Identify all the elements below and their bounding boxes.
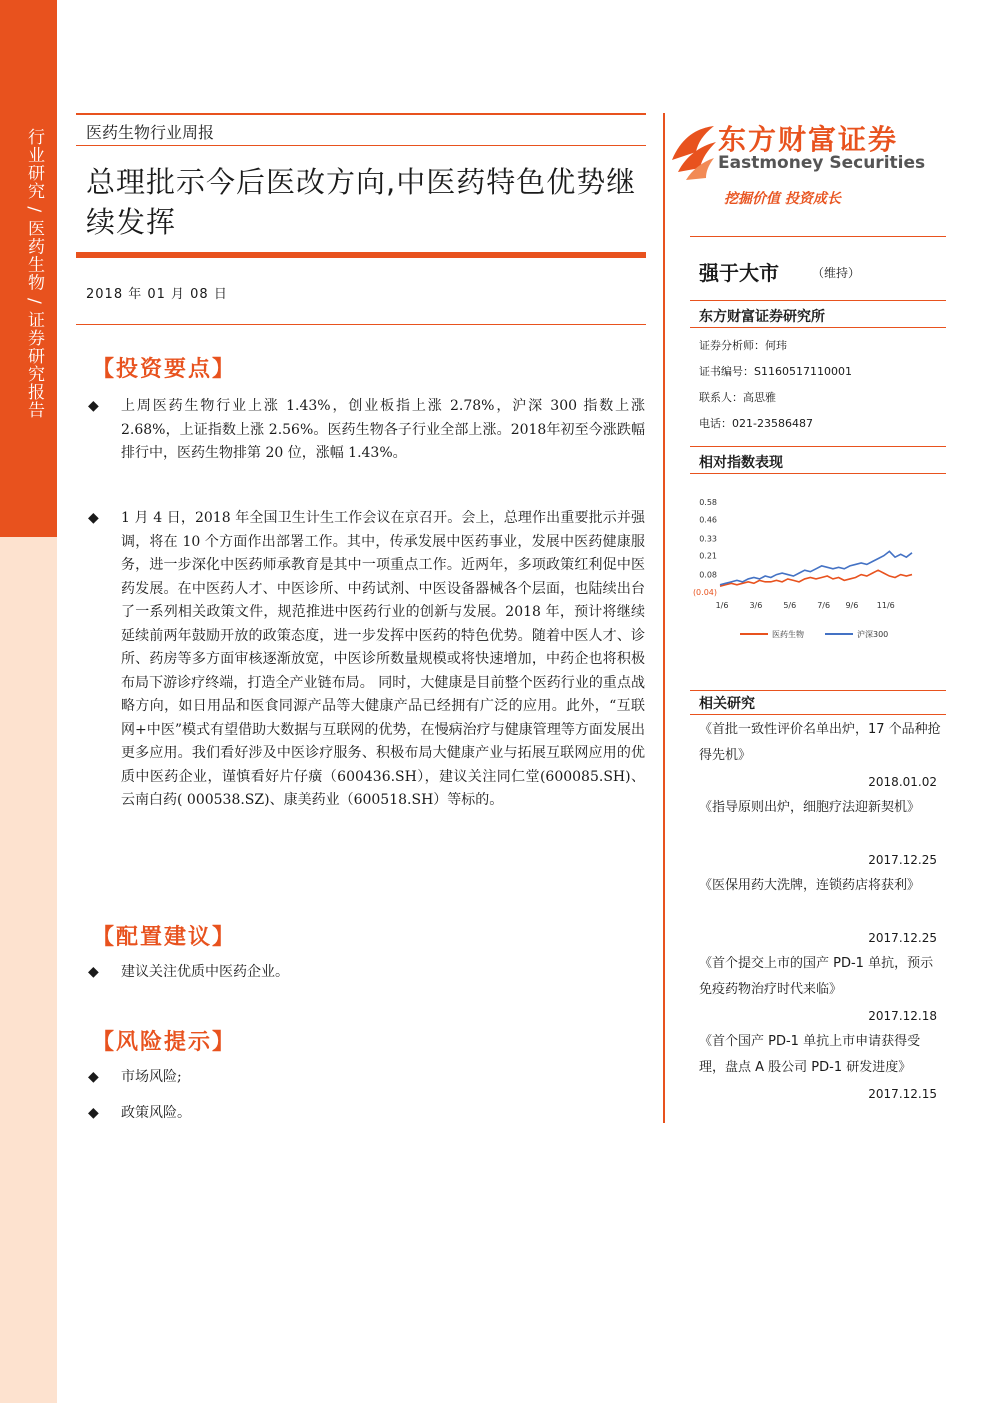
related-item-date: 2017.12.25 xyxy=(868,931,937,945)
bullet-icon: ◆ xyxy=(88,1069,99,1085)
chart-heading: 相对指数表现 xyxy=(699,455,783,471)
y-tick-label: 0.21 xyxy=(699,551,717,561)
y-tick-label: (0.04) xyxy=(692,588,717,597)
x-tick-label: 9/6 xyxy=(845,601,859,610)
related-item-title[interactable]: 《首批一致性评价名单出炉，17 个品种抢得先机》 xyxy=(699,722,941,763)
brand-name-cn: 东方财富证券 xyxy=(718,123,899,156)
section-heading-invest: 【投资要点】 xyxy=(92,357,237,382)
related-item-title[interactable]: 《医保用药大洗牌，连锁药店将获利》 xyxy=(699,878,921,893)
y-tick-label: 0.58 xyxy=(699,498,717,507)
x-tick-label: 5/6 xyxy=(783,601,797,610)
logo-mark-icon xyxy=(672,126,716,180)
y-tick-label: 0.33 xyxy=(699,534,717,544)
bullet-icon: ◆ xyxy=(88,510,99,526)
related-item-title[interactable]: 《指导原则出炉，细胞疗法迎新契机》 xyxy=(699,800,921,815)
y-tick-label: 0.08 xyxy=(699,570,717,580)
y-tick-label: 0.46 xyxy=(699,515,717,525)
page-title: 总理批示今后医改方向,中医药特色优势继续发挥 xyxy=(86,165,637,239)
x-tick-label: 3/6 xyxy=(749,601,763,610)
header-rule xyxy=(76,113,646,115)
analyst-line: 证券分析师：何玮 xyxy=(699,339,787,352)
risk-item-1: 市场风险; xyxy=(121,1069,182,1085)
bullet-icon: ◆ xyxy=(88,1105,99,1121)
section-heading-risk: 【风险提示】 xyxy=(92,1030,237,1055)
bullet-icon: ◆ xyxy=(88,964,99,980)
related-heading: 相关研究 xyxy=(699,696,755,712)
bullet-icon: ◆ xyxy=(88,398,99,414)
allocation-paragraph: 建议关注优质中医药企业。 xyxy=(121,964,289,980)
related-item-date: 2018.01.02 xyxy=(868,775,937,789)
header-divider xyxy=(76,145,646,146)
legend-label: 沪深300 xyxy=(857,630,889,639)
right-rule xyxy=(690,473,946,474)
x-tick-label: 11/6 xyxy=(876,601,895,610)
cert-line: 证书编号：S1160517110001 xyxy=(699,365,852,378)
institute-name: 东方财富证券研究所 xyxy=(699,309,825,325)
risk-item-2: 政策风险。 xyxy=(121,1105,191,1121)
legend-label: 医药生物 xyxy=(772,630,804,639)
title-rule xyxy=(76,252,646,258)
date-rule xyxy=(76,324,646,325)
right-rule xyxy=(690,714,946,715)
report-date: 2018 年 01 月 08 日 xyxy=(86,287,228,302)
rating-status: （维持） xyxy=(812,266,861,280)
brand-name-en: Eastmoney Securities xyxy=(718,153,926,173)
report-type: 医药生物行业周报 xyxy=(86,123,215,142)
x-tick-label: 7/6 xyxy=(817,601,831,610)
side-category-label: 行业研究 / 医药生物 / 证券研究报告 xyxy=(24,128,44,420)
related-item-title[interactable]: 《首个提交上市的国产 PD-1 单抗，预示免疫药物治疗时代来临》 xyxy=(699,956,934,997)
column-divider xyxy=(663,113,665,1123)
related-item-date: 2017.12.25 xyxy=(868,853,937,867)
right-rule xyxy=(690,690,946,691)
right-rule xyxy=(690,446,946,447)
rating-label: 强于大市 xyxy=(699,261,779,285)
phone-line: 电话：021-23586487 xyxy=(699,417,813,430)
invest-paragraph-1: 上周医药生物行业上涨 1.43%，创业板指上涨 2.78%，沪深 300 指数上涨 2.68%，上证指数上涨 2.56%。医药生物各子行业全部上涨。2018年初至今涨跌幅排行中，医药生物排第 20 位，涨幅 1.43%。 xyxy=(121,398,645,461)
brand-slogan: 挖掘价值 投资成长 xyxy=(724,191,841,207)
right-rule xyxy=(690,300,946,301)
invest-paragraph-2: 1 月 4 日，2018 年全国卫生计生工作会议在京召开。会上，总理作出重要批示并强调，将在 10 个方面作出部署工作。其中，传承发展中医药事业，发展中医药健康服务，进一步深化中医药师承教育是其中一项重点工作。近两年，多项政策红利促中医药发展。在中医药人才、中医诊所、中药试剂、中医设备器械各个层面，也陆续出台了一系列相关政策文件，规范推进中医药行业的创新与发展。2018 年，预计将继续延续前两年鼓励开放的政策态度，进一步发挥中医药的特色优势。随着中医人才、诊所、药房等多方面审核逐渐放宽，中医诊所数量规模或将快速增加，中药企也将积极布局下游诊疗终端，打造全产业链布局。 同时，大健康是目前整个医药行业的重点战略方向，如日用品和医食同源产品等大健康产品已经拥有广泛的应用。此外，“互联网+中医”模式有望借助大数据与互联网的优势，在慢病治疗与健康管理等方面发展出更多应用。我们看好涉及中医诊疗服务、积极布局大健康产业与拓展互联网应用的优质中医药企业，谨慎看好片仔癀（600436.SH），建议关注同仁堂(600085.SH)、云南白药( 000538.SZ)、康美药业（600518.SH）等标的。 xyxy=(121,510,645,808)
x-tick-label: 1/6 xyxy=(715,601,729,610)
right-rule xyxy=(690,327,946,328)
section-heading-allocation: 【配置建议】 xyxy=(92,925,237,950)
related-item-title[interactable]: 《首个国产 PD-1 单抗上市申请获得受理，盘点 A 股公司 PD-1 研发进度》 xyxy=(699,1034,921,1075)
related-item-date: 2017.12.18 xyxy=(868,1009,937,1023)
related-item-date: 2017.12.15 xyxy=(868,1087,937,1101)
right-rule xyxy=(690,236,946,237)
contact-line: 联系人：高思雅 xyxy=(699,391,776,404)
relative-index-chart xyxy=(690,488,946,648)
